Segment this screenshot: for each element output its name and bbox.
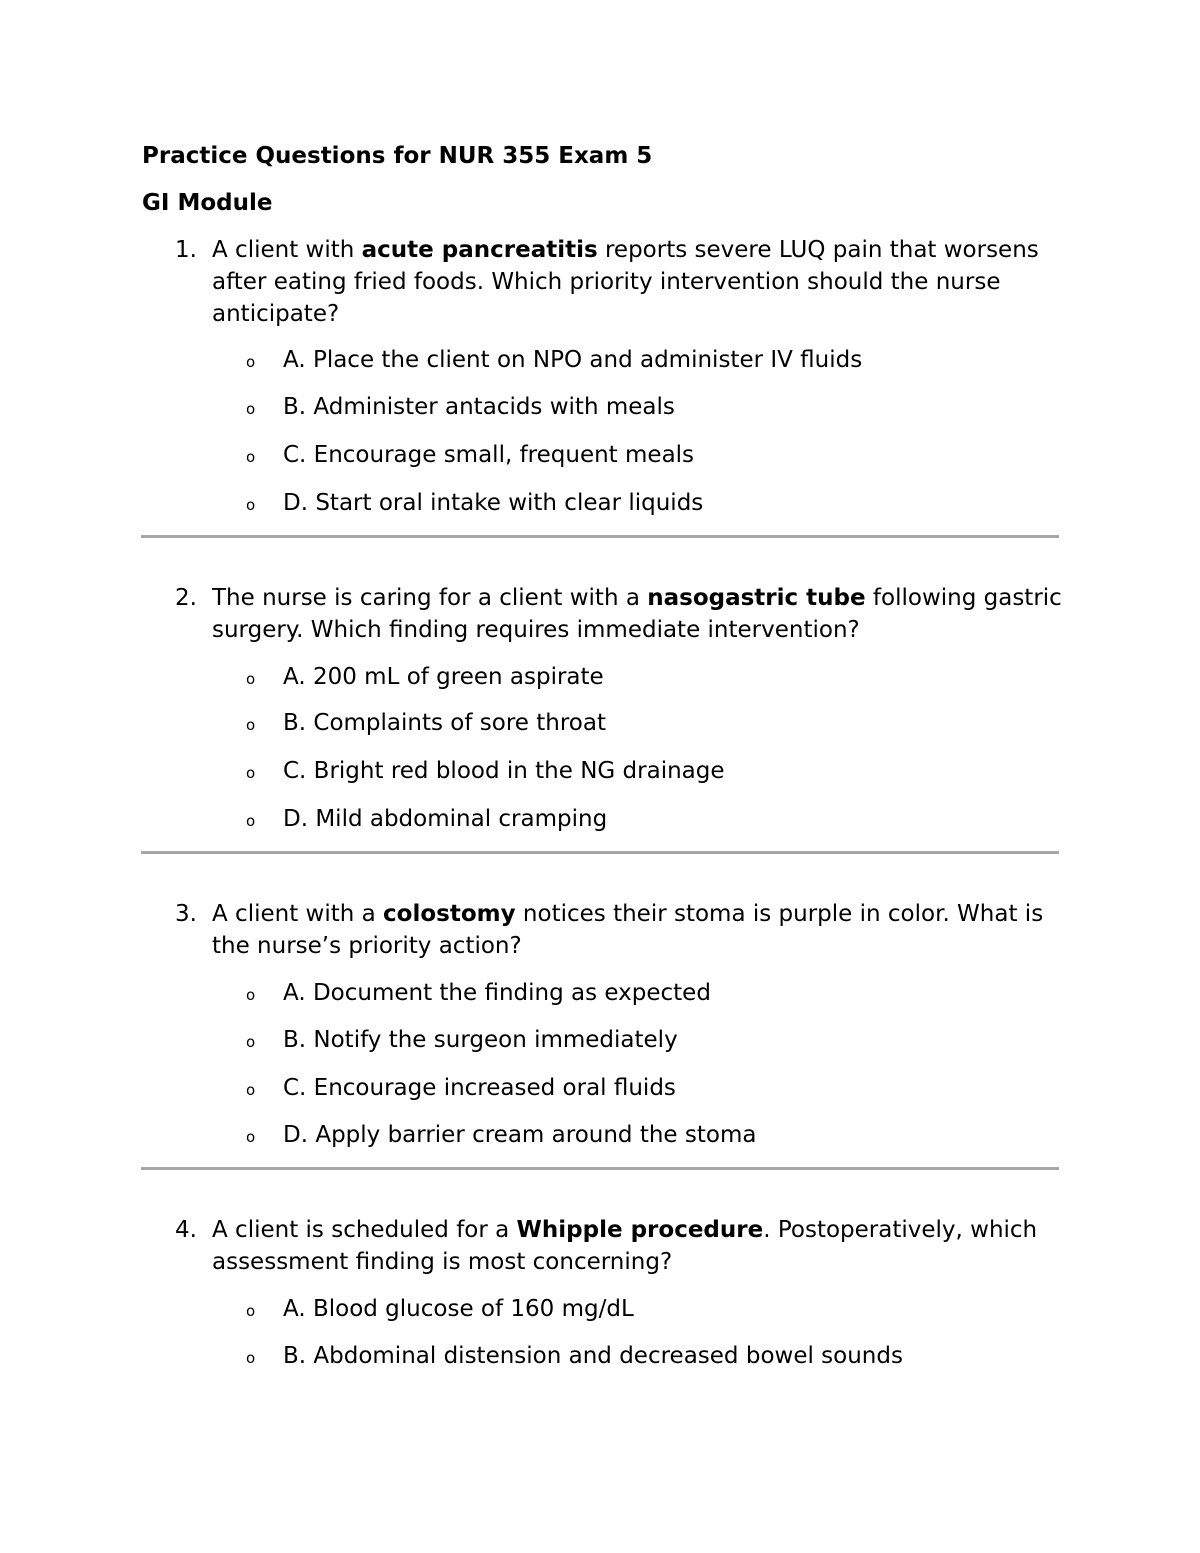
option-text: B. Notify the surgeon immediately	[283, 1027, 678, 1053]
option-text: C. Encourage small, frequent meals	[283, 442, 695, 468]
option-text: B. Complaints of sore throat	[283, 710, 606, 736]
bullet-marker: o	[246, 353, 256, 371]
horizontal-divider	[141, 535, 1059, 538]
question-number: 3.	[175, 901, 197, 927]
question-keyword: colostomy	[383, 901, 516, 927]
question-keyword: Whipple procedure	[516, 1217, 764, 1243]
module-heading: GI Module	[142, 190, 273, 216]
question-text: The nurse is caring for a client with a nasogastric tube following gastric surgery. Which finding requires immediate intervention?	[212, 585, 1062, 643]
bullet-marker: o	[246, 986, 256, 1004]
option-text: A. 200 mL of green aspirate	[283, 664, 604, 690]
answer-option	[0, 439, 1200, 471]
question-text: A client is scheduled for a Whipple procedure. Postoperatively, which assessment finding is most concerning?	[212, 1217, 1038, 1275]
bullet-marker: o	[246, 1302, 256, 1320]
option-text: A. Place the client on NPO and administer IV fluids	[283, 347, 863, 373]
question-keyword: nasogastric tube	[647, 585, 866, 611]
horizontal-divider	[141, 1167, 1059, 1170]
bullet-marker: o	[246, 1033, 256, 1051]
bullet-marker: o	[246, 812, 256, 830]
answer-option	[0, 1340, 1200, 1372]
question-text: A client with a colostomy notices their stoma is purple in color. What is the nurse’s priority action?	[212, 901, 1044, 959]
option-text: D. Apply barrier cream around the stoma	[283, 1122, 757, 1148]
answer-option	[0, 755, 1200, 787]
option-text: D. Mild abdominal cramping	[283, 806, 608, 832]
bullet-marker: o	[246, 448, 256, 466]
bullet-marker: o	[246, 1081, 256, 1099]
bullet-marker: o	[246, 670, 256, 688]
question-number: 2.	[175, 585, 197, 611]
option-text: A. Blood glucose of 160 mg/dL	[283, 1296, 634, 1322]
answer-option	[0, 803, 1200, 835]
bullet-marker: o	[246, 1349, 256, 1367]
option-text: C. Bright red blood in the NG drainage	[283, 758, 725, 784]
option-text: B. Administer antacids with meals	[283, 394, 675, 420]
option-text: C. Encourage increased oral fluids	[283, 1075, 676, 1101]
option-text: D. Start oral intake with clear liquids	[283, 490, 704, 516]
answer-option	[0, 344, 1200, 376]
bullet-marker: o	[246, 1128, 256, 1146]
answer-option	[0, 1119, 1200, 1151]
bullet-marker: o	[246, 716, 256, 734]
answer-option	[0, 1072, 1200, 1104]
option-text: A. Document the finding as expected	[283, 980, 711, 1006]
answer-option	[0, 391, 1200, 423]
horizontal-divider	[141, 851, 1059, 854]
question-number: 1.	[175, 237, 197, 263]
question-keyword: acute pancreatitis	[361, 237, 598, 263]
bullet-marker: o	[246, 400, 256, 418]
page-title: Practice Questions for NUR 355 Exam 5	[142, 143, 653, 169]
bullet-marker: o	[246, 496, 256, 514]
answer-option	[0, 977, 1200, 1009]
question-text: A client with acute pancreatitis reports severe LUQ pain that worsens after eating fried foods. Which priority intervention should the nurse anticipate?	[212, 237, 1039, 327]
answer-option	[0, 1024, 1200, 1056]
option-text: B. Abdominal distension and decreased bowel sounds	[283, 1343, 903, 1369]
bullet-marker: o	[246, 764, 256, 782]
question-number: 4.	[175, 1217, 197, 1243]
answer-option	[0, 1293, 1200, 1325]
answer-option	[0, 661, 1200, 693]
answer-option	[0, 487, 1200, 519]
answer-option	[0, 707, 1200, 739]
